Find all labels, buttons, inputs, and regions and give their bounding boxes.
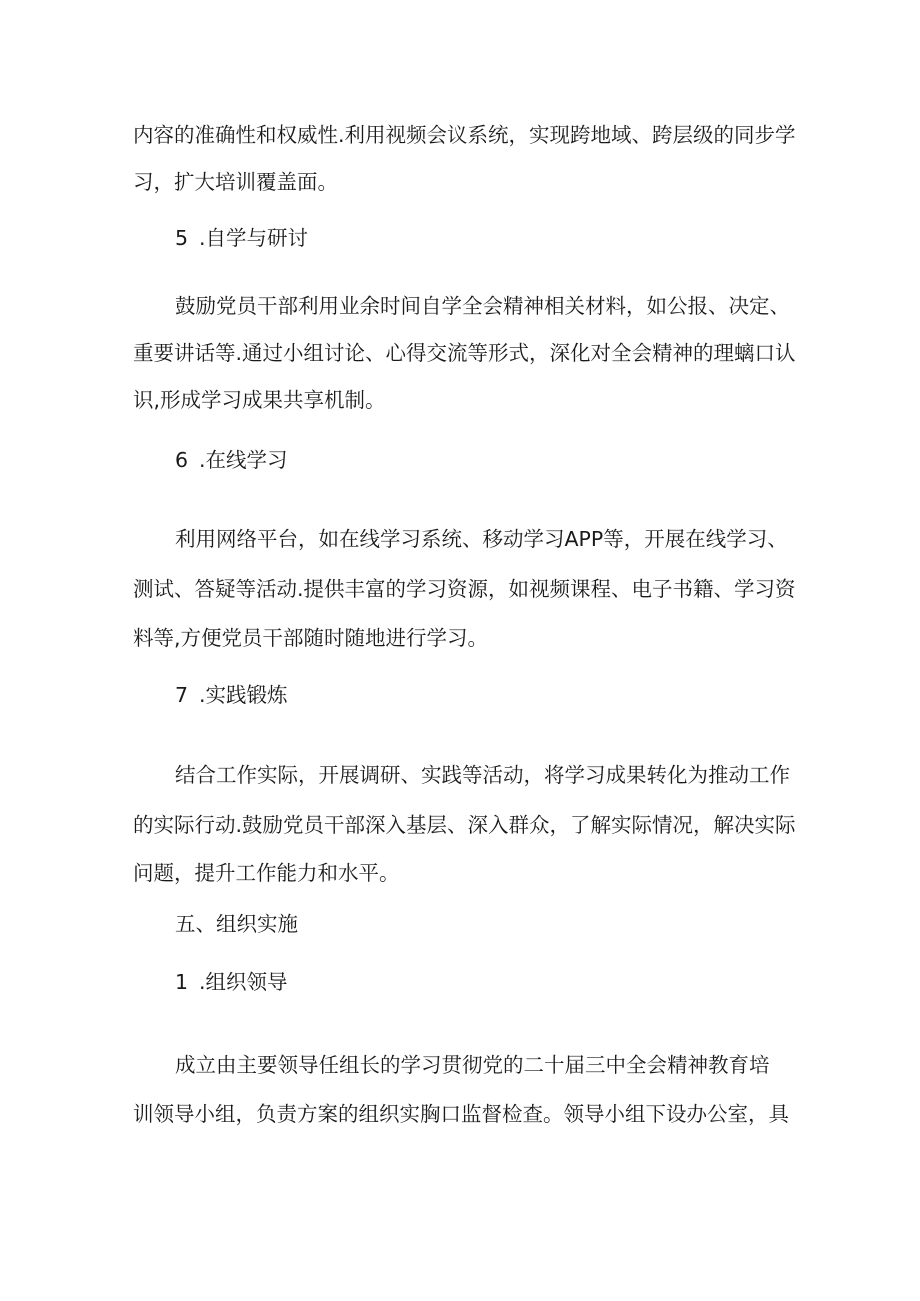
paragraph-line: 鼓励党员干部利用业余时间自学全会精神相关材料，如公报、决定、	[175, 294, 790, 318]
heading-number: 7	[175, 683, 189, 707]
numbered-heading	[175, 448, 288, 472]
heading-title: .实践锻炼	[199, 683, 288, 707]
numbered-heading	[175, 970, 288, 994]
paragraph-line: 结合工作实际，开展调研、实践等活动，将学习成果转化为推动工作	[175, 763, 790, 787]
paragraph-line: 料等,方便党员干部随时随地进行学习。	[133, 626, 489, 650]
paragraph-line: 识,形成学习成果共享机制。	[133, 388, 386, 412]
paragraph-line: 习，扩大培训覆盖面。	[133, 170, 338, 194]
section-heading: 五、组织实施	[175, 912, 298, 936]
paragraph-line: 问题，提升工作能力和水平。	[133, 861, 400, 885]
paragraph-line: 训领导小组，负责方案的组织实胸口监督检查。领导小组下设办公室，具	[133, 1102, 789, 1126]
paragraph-line: 测试、答疑等活动.提供丰富的学习资源，如视频课程、电子书籍、学习资	[133, 577, 796, 601]
heading-title: .自学与研讨	[199, 226, 309, 250]
numbered-heading	[175, 226, 308, 250]
heading-title: .在线学习	[199, 448, 288, 472]
heading-number: 6	[175, 448, 189, 472]
paragraph-line: 成立由主要领导任组长的学习贯彻党的二十届三中全会精神教育培	[175, 1053, 770, 1077]
heading-title: .组织领导	[199, 970, 288, 994]
paragraph-line: 的实际行动.鼓励党员干部深入基层、深入群众，了解实际情况，解决实际	[133, 813, 796, 837]
paragraph-line: 利用网络平台，如在线学习系统、移动学习APP等，开展在线学习、	[175, 527, 788, 551]
paragraph-line: 内容的准确性和权威性.利用视频会议系统，实现跨地域、跨层级的同步学	[133, 123, 796, 147]
heading-number: 5	[175, 226, 189, 250]
paragraph-line: 重要讲话等.通过小组讨论、心得交流等形式，深化对全会精神的理螭口认	[133, 341, 796, 365]
heading-number: 1	[175, 970, 189, 994]
numbered-heading	[175, 683, 288, 707]
